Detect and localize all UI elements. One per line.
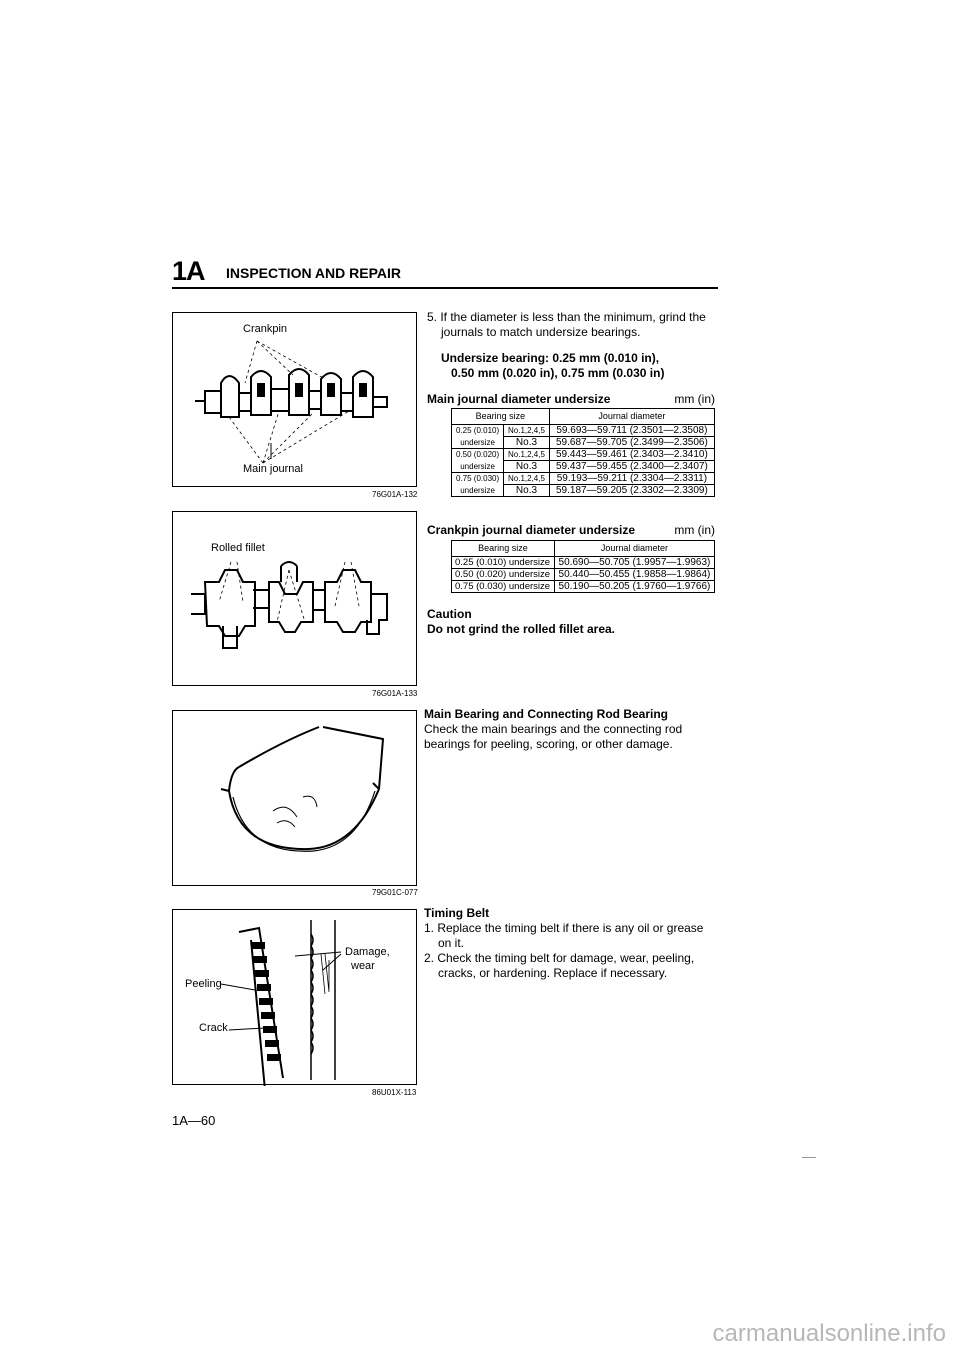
figure-bearing bbox=[172, 710, 417, 886]
main-no-0a: No.1,2,4,5 bbox=[504, 425, 550, 437]
figure-timing-belt bbox=[172, 909, 417, 1085]
step-5-line-2: journals to match undersize bearings. bbox=[441, 325, 641, 339]
bearing-shell-illustration bbox=[173, 711, 418, 887]
crank-val-2: 50.190—50.205 (1.9760—1.9766) bbox=[554, 581, 714, 593]
caution-title: Caution bbox=[427, 607, 472, 621]
main-size-2: 0.75 (0.030) bbox=[452, 473, 504, 485]
main-no-1a: No.1,2,4,5 bbox=[504, 449, 550, 461]
main-table-heading bbox=[427, 392, 719, 407]
crank-size-1: 0.50 (0.020) undersize bbox=[452, 569, 555, 581]
figure-crankshaft bbox=[172, 312, 417, 487]
main-size2-1: undersize bbox=[452, 461, 504, 473]
crank-table-unit: mm (in) bbox=[674, 523, 715, 537]
crankpin-label: Crankpin bbox=[243, 323, 288, 335]
page-header bbox=[172, 254, 718, 290]
section-number: 1A bbox=[172, 256, 205, 286]
main-table-title: Main journal diameter undersize bbox=[427, 392, 611, 406]
undersize-line-2: 0.50 mm (0.020 in), 0.75 mm (0.030 in) bbox=[451, 366, 665, 380]
crank-val-1: 50.440—50.455 (1.9858—1.9864) bbox=[554, 569, 714, 581]
peeling-label: Peeling bbox=[185, 978, 222, 990]
main-table-unit: mm (in) bbox=[674, 392, 715, 406]
rolled-fillet-label: Rolled fillet bbox=[211, 542, 265, 554]
main-journal-table bbox=[451, 408, 715, 497]
main-val-1b: 59.437—59.455 (2.3400—2.3407) bbox=[549, 461, 714, 473]
main-size-0: 0.25 (0.010) bbox=[452, 425, 504, 437]
main-no-2b: No.3 bbox=[504, 485, 550, 497]
section-title: INSPECTION AND REPAIR bbox=[226, 265, 402, 281]
crank-val-0: 50.690—50.705 (1.9957—1.9963) bbox=[554, 557, 714, 569]
bearing-line-2: bearings for peeling, scoring, or other damage. bbox=[424, 737, 673, 751]
figure-code: 79G01C-077 bbox=[372, 888, 418, 897]
step-5-line-1: 5. If the diameter is less than the minimum, grind the bbox=[427, 310, 706, 324]
main-size2-2: undersize bbox=[452, 485, 504, 497]
main-no-2a: No.1,2,4,5 bbox=[504, 473, 550, 485]
timing-step-1a: 1. Replace the timing belt if there is any oil or grease bbox=[424, 921, 704, 935]
rolled-fillet-illustration bbox=[173, 512, 418, 687]
divider bbox=[802, 1157, 816, 1158]
undersize-line-1: Undersize bearing: 0.25 mm (0.010 in), bbox=[441, 351, 660, 365]
bearing-title: Main Bearing and Connecting Rod Bearing bbox=[424, 707, 669, 721]
crankpin-journal-table bbox=[451, 540, 715, 593]
timing-step-2b: cracks, or hardening. Replace if necessary. bbox=[438, 966, 668, 980]
main-val-1a: 59.443—59.461 (2.3403—2.3410) bbox=[549, 449, 714, 461]
right-column bbox=[424, 310, 719, 1100]
crank-table-heading bbox=[427, 523, 719, 538]
main-val-0b: 59.687—59.705 (2.3499—2.3506) bbox=[549, 437, 714, 449]
caution-text: Do not grind the rolled fillet area. bbox=[427, 622, 616, 636]
main-val-2a: 59.193—59.211 (2.3304—2.3311) bbox=[549, 473, 714, 485]
figure-code: 76G01A-132 bbox=[372, 490, 418, 499]
crank-size-0: 0.25 (0.010) undersize bbox=[452, 557, 555, 569]
timing-belt-section bbox=[424, 906, 703, 981]
crank-col-bearing-size: Bearing size bbox=[452, 541, 555, 557]
main-journal-label: Main journal bbox=[243, 463, 303, 475]
timing-step-1b: on it. bbox=[438, 936, 465, 950]
crankshaft-illustration bbox=[173, 313, 418, 488]
damage-label: Damage, bbox=[345, 946, 390, 958]
timing-belt-title: Timing Belt bbox=[424, 906, 490, 920]
crank-col-journal-diameter: Journal diameter bbox=[554, 541, 714, 557]
caution-block bbox=[427, 607, 615, 637]
crank-size-2: 0.75 (0.030) undersize bbox=[452, 581, 555, 593]
bearing-section bbox=[424, 707, 682, 752]
main-no-0b: No.3 bbox=[504, 437, 550, 449]
crack-label: Crack bbox=[199, 1022, 228, 1034]
page-number: 1A—60 bbox=[172, 1113, 216, 1128]
wear-label: wear bbox=[351, 960, 375, 972]
main-val-0a: 59.693—59.711 (2.3501—2.3508) bbox=[549, 425, 714, 437]
main-col-journal-diameter: Journal diameter bbox=[549, 409, 714, 425]
undersize-spec bbox=[427, 351, 664, 381]
figure-code: 86U01X-113 bbox=[372, 1088, 417, 1097]
timing-belt-illustration bbox=[173, 910, 418, 1086]
figure-rolled-fillet bbox=[172, 511, 417, 686]
figure-code: 76G01A-133 bbox=[372, 689, 418, 698]
main-no-1b: No.3 bbox=[504, 461, 550, 473]
bearing-line-1: Check the main bearings and the connecting rod bbox=[424, 722, 683, 736]
main-size-1: 0.50 (0.020) bbox=[452, 449, 504, 461]
main-col-bearing-size: Bearing size bbox=[452, 409, 550, 425]
main-val-2b: 59.187—59.205 (2.3302—2.3309) bbox=[549, 485, 714, 497]
header-rule bbox=[172, 287, 718, 289]
crank-table-title: Crankpin journal diameter undersize bbox=[427, 523, 636, 537]
watermark: carmanualsonline.info bbox=[712, 1320, 946, 1347]
timing-step-2a: 2. Check the timing belt for damage, wear, peeling, bbox=[424, 951, 695, 965]
main-size2-0: undersize bbox=[452, 437, 504, 449]
step-5 bbox=[427, 310, 706, 340]
